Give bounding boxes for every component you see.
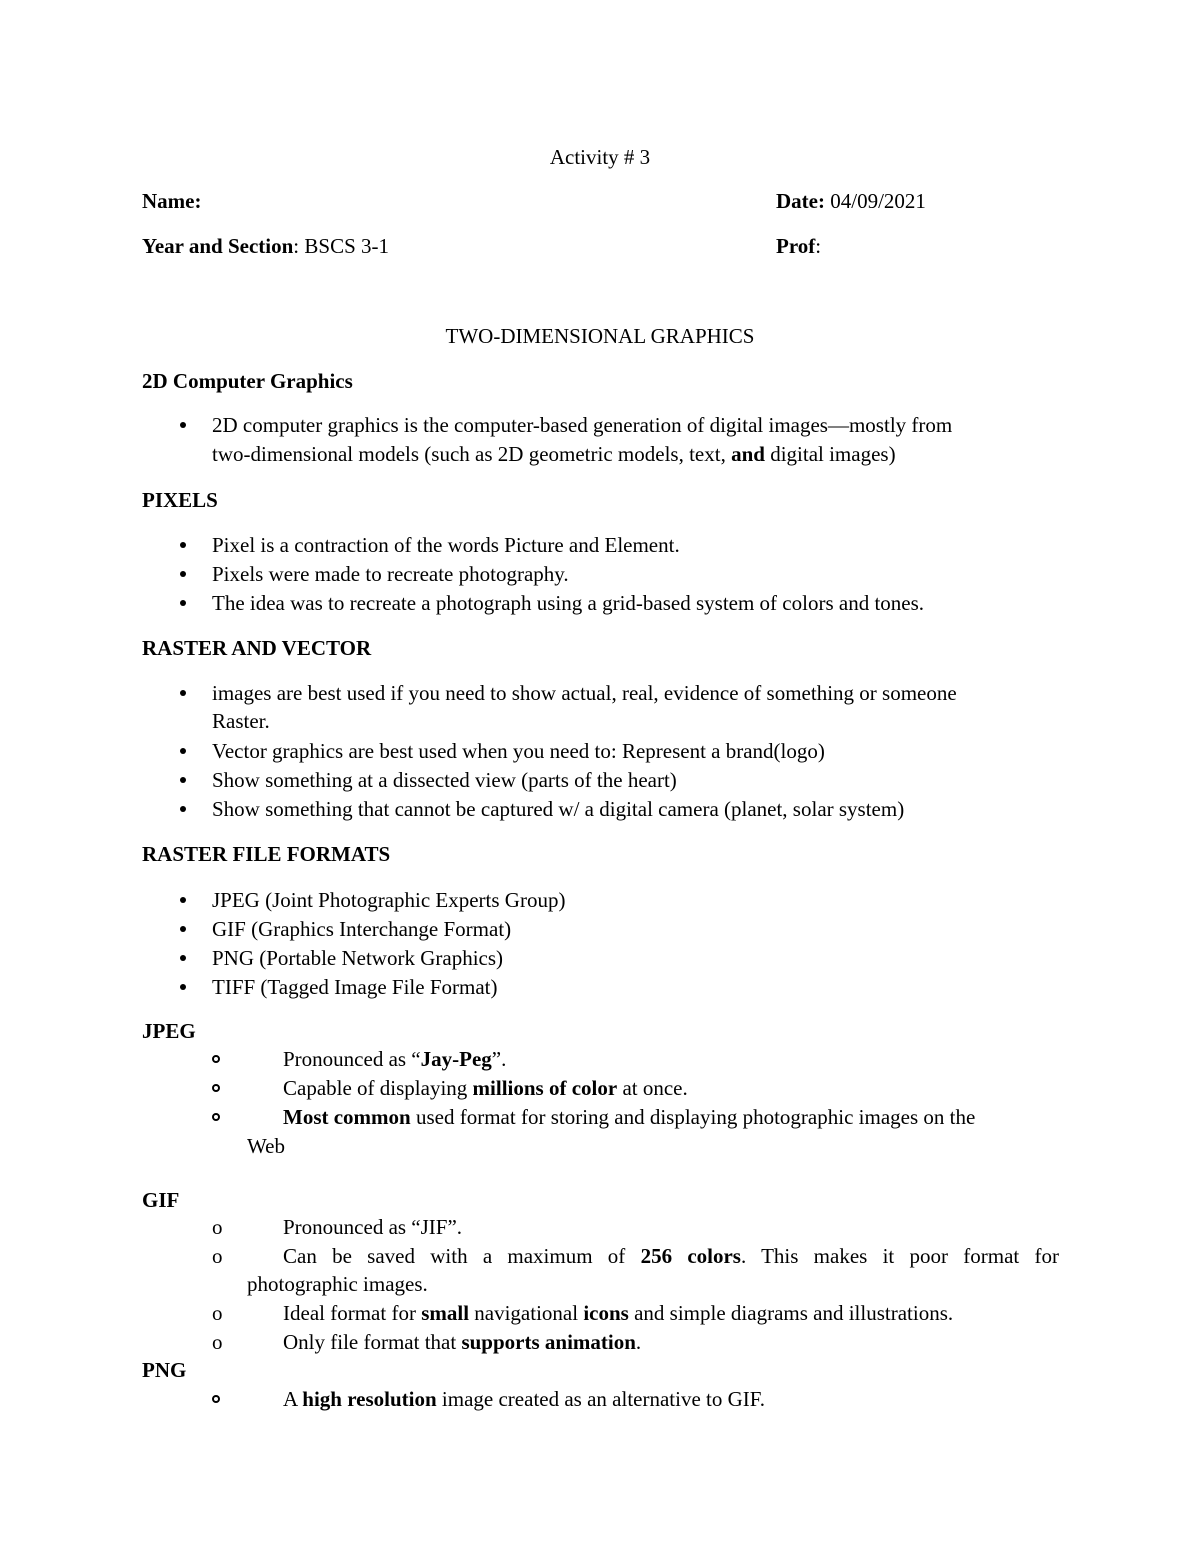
text-run: two-dimensional models (such as 2D geometric models, text, bbox=[212, 442, 732, 466]
list-item bbox=[283, 1045, 506, 1073]
bullet-icon bbox=[180, 600, 186, 606]
list-item: Pronounced as “JIF”. bbox=[283, 1215, 463, 1239]
list-item: TIFF (Tagged Image File Format) bbox=[212, 975, 498, 999]
bullet-icon bbox=[180, 571, 186, 577]
prof-colon: : bbox=[815, 234, 822, 258]
list-item: The idea was to recreate a photograph using a grid-based system of colors and tones. bbox=[212, 591, 925, 615]
bold-text: icons bbox=[583, 1301, 629, 1325]
date-value: 04/09/2021 bbox=[824, 189, 926, 213]
list-item: Pixel is a contraction of the words Picture and Element. bbox=[212, 533, 680, 557]
bold-text: small bbox=[421, 1301, 470, 1325]
text-run: image created as an alternative to GIF. bbox=[436, 1387, 766, 1411]
bold-text: high resolution bbox=[302, 1387, 437, 1411]
text-run: A bbox=[283, 1387, 303, 1411]
activity-title: Activity # 3 bbox=[549, 145, 651, 169]
date-field bbox=[776, 187, 926, 215]
list-item: images are best used if you need to show actual, real, evidence of something or someone bbox=[212, 681, 957, 705]
list-item: Vector graphics are best used when you need to: Represent a brand(logo) bbox=[212, 739, 825, 763]
list-item bbox=[283, 1385, 765, 1413]
bullet-icon bbox=[180, 748, 186, 754]
circle-bullet-icon bbox=[212, 1395, 220, 1403]
prof-field bbox=[776, 232, 821, 260]
bullet-icon bbox=[180, 422, 186, 428]
list-item: GIF (Graphics Interchange Format) bbox=[212, 917, 512, 941]
text-run: ”. bbox=[491, 1047, 507, 1071]
circle-bullet-icon bbox=[212, 1084, 220, 1092]
circle-bullet-icon bbox=[212, 1055, 220, 1063]
list-item-continuation: photographic images. bbox=[247, 1272, 428, 1296]
list-item: Show something that cannot be captured w/ a digital camera (planet, solar system) bbox=[212, 797, 905, 821]
section-heading-gif: GIF bbox=[142, 1188, 180, 1212]
circle-bullet-icon: o bbox=[212, 1244, 223, 1268]
section-heading-jpeg: JPEG bbox=[142, 1019, 196, 1043]
text-run: . bbox=[635, 1330, 642, 1354]
list-item-continuation: Web bbox=[247, 1134, 285, 1158]
bold-text: millions of color bbox=[472, 1076, 618, 1100]
text-run: . This makes it poor format for bbox=[740, 1244, 1059, 1268]
prof-label: Prof bbox=[776, 234, 816, 258]
section-heading-2d: 2D Computer Graphics bbox=[142, 369, 353, 393]
section-heading-raster-vector: RASTER AND VECTOR bbox=[142, 636, 372, 660]
text-run: Pronounced as “ bbox=[283, 1047, 421, 1071]
list-item: PNG (Portable Network Graphics) bbox=[212, 946, 504, 970]
bullet-icon bbox=[180, 897, 186, 903]
bullet-icon bbox=[180, 984, 186, 990]
bullet-icon bbox=[180, 690, 186, 696]
bold-text: Most common bbox=[283, 1105, 411, 1129]
name-field bbox=[142, 187, 201, 215]
main-title: TWO-DIMENSIONAL GRAPHICS bbox=[445, 324, 755, 348]
date-label: Date: bbox=[776, 189, 825, 213]
list-item-continuation: Raster. bbox=[212, 709, 270, 733]
list-item-continuation bbox=[212, 440, 896, 468]
list-item: Pixels were made to recreate photography. bbox=[212, 562, 569, 586]
circle-bullet-icon bbox=[212, 1113, 220, 1121]
text-run: Capable of displaying bbox=[283, 1076, 473, 1100]
circle-bullet-icon: o bbox=[212, 1215, 223, 1239]
bullet-icon bbox=[180, 542, 186, 548]
text-run: Can be saved with a maximum of bbox=[283, 1244, 641, 1268]
list-item bbox=[283, 1103, 975, 1131]
list-item bbox=[283, 1074, 688, 1102]
text-run: and simple diagrams and illustrations. bbox=[628, 1301, 954, 1325]
list-item bbox=[283, 1242, 1059, 1270]
year-section-label: Year and Section bbox=[142, 234, 294, 258]
section-heading-png: PNG bbox=[142, 1358, 187, 1382]
text-run: digital images) bbox=[764, 442, 896, 466]
year-section-field bbox=[142, 232, 389, 260]
text-run: Ideal format for bbox=[283, 1301, 422, 1325]
list-item: 2D computer graphics is the computer-based generation of digital images—mostly from bbox=[212, 413, 953, 437]
bold-text: Jay-Peg bbox=[420, 1047, 492, 1071]
bold-text: supports animation bbox=[461, 1330, 636, 1354]
text-run: Only file format that bbox=[283, 1330, 462, 1354]
year-section-value: : BSCS 3-1 bbox=[293, 234, 389, 258]
text-run: used format for storing and displaying photographic images on the bbox=[410, 1105, 976, 1129]
bullet-icon bbox=[180, 777, 186, 783]
circle-bullet-icon: o bbox=[212, 1330, 223, 1354]
name-label: Name: bbox=[142, 189, 202, 213]
bold-text: 256 colors bbox=[640, 1244, 741, 1268]
text-run: navigational bbox=[469, 1301, 584, 1325]
list-item: Show something at a dissected view (parts of the heart) bbox=[212, 768, 677, 792]
list-item bbox=[283, 1299, 953, 1327]
bullet-icon bbox=[180, 955, 186, 961]
bold-text: and bbox=[731, 442, 765, 466]
text-run: at once. bbox=[617, 1076, 688, 1100]
section-heading-pixels: PIXELS bbox=[142, 488, 218, 512]
circle-bullet-icon: o bbox=[212, 1301, 223, 1325]
section-heading-raster-formats: RASTER FILE FORMATS bbox=[142, 842, 391, 866]
list-item bbox=[283, 1328, 641, 1356]
bullet-icon bbox=[180, 806, 186, 812]
bullet-icon bbox=[180, 926, 186, 932]
list-item: JPEG (Joint Photographic Experts Group) bbox=[212, 888, 566, 912]
